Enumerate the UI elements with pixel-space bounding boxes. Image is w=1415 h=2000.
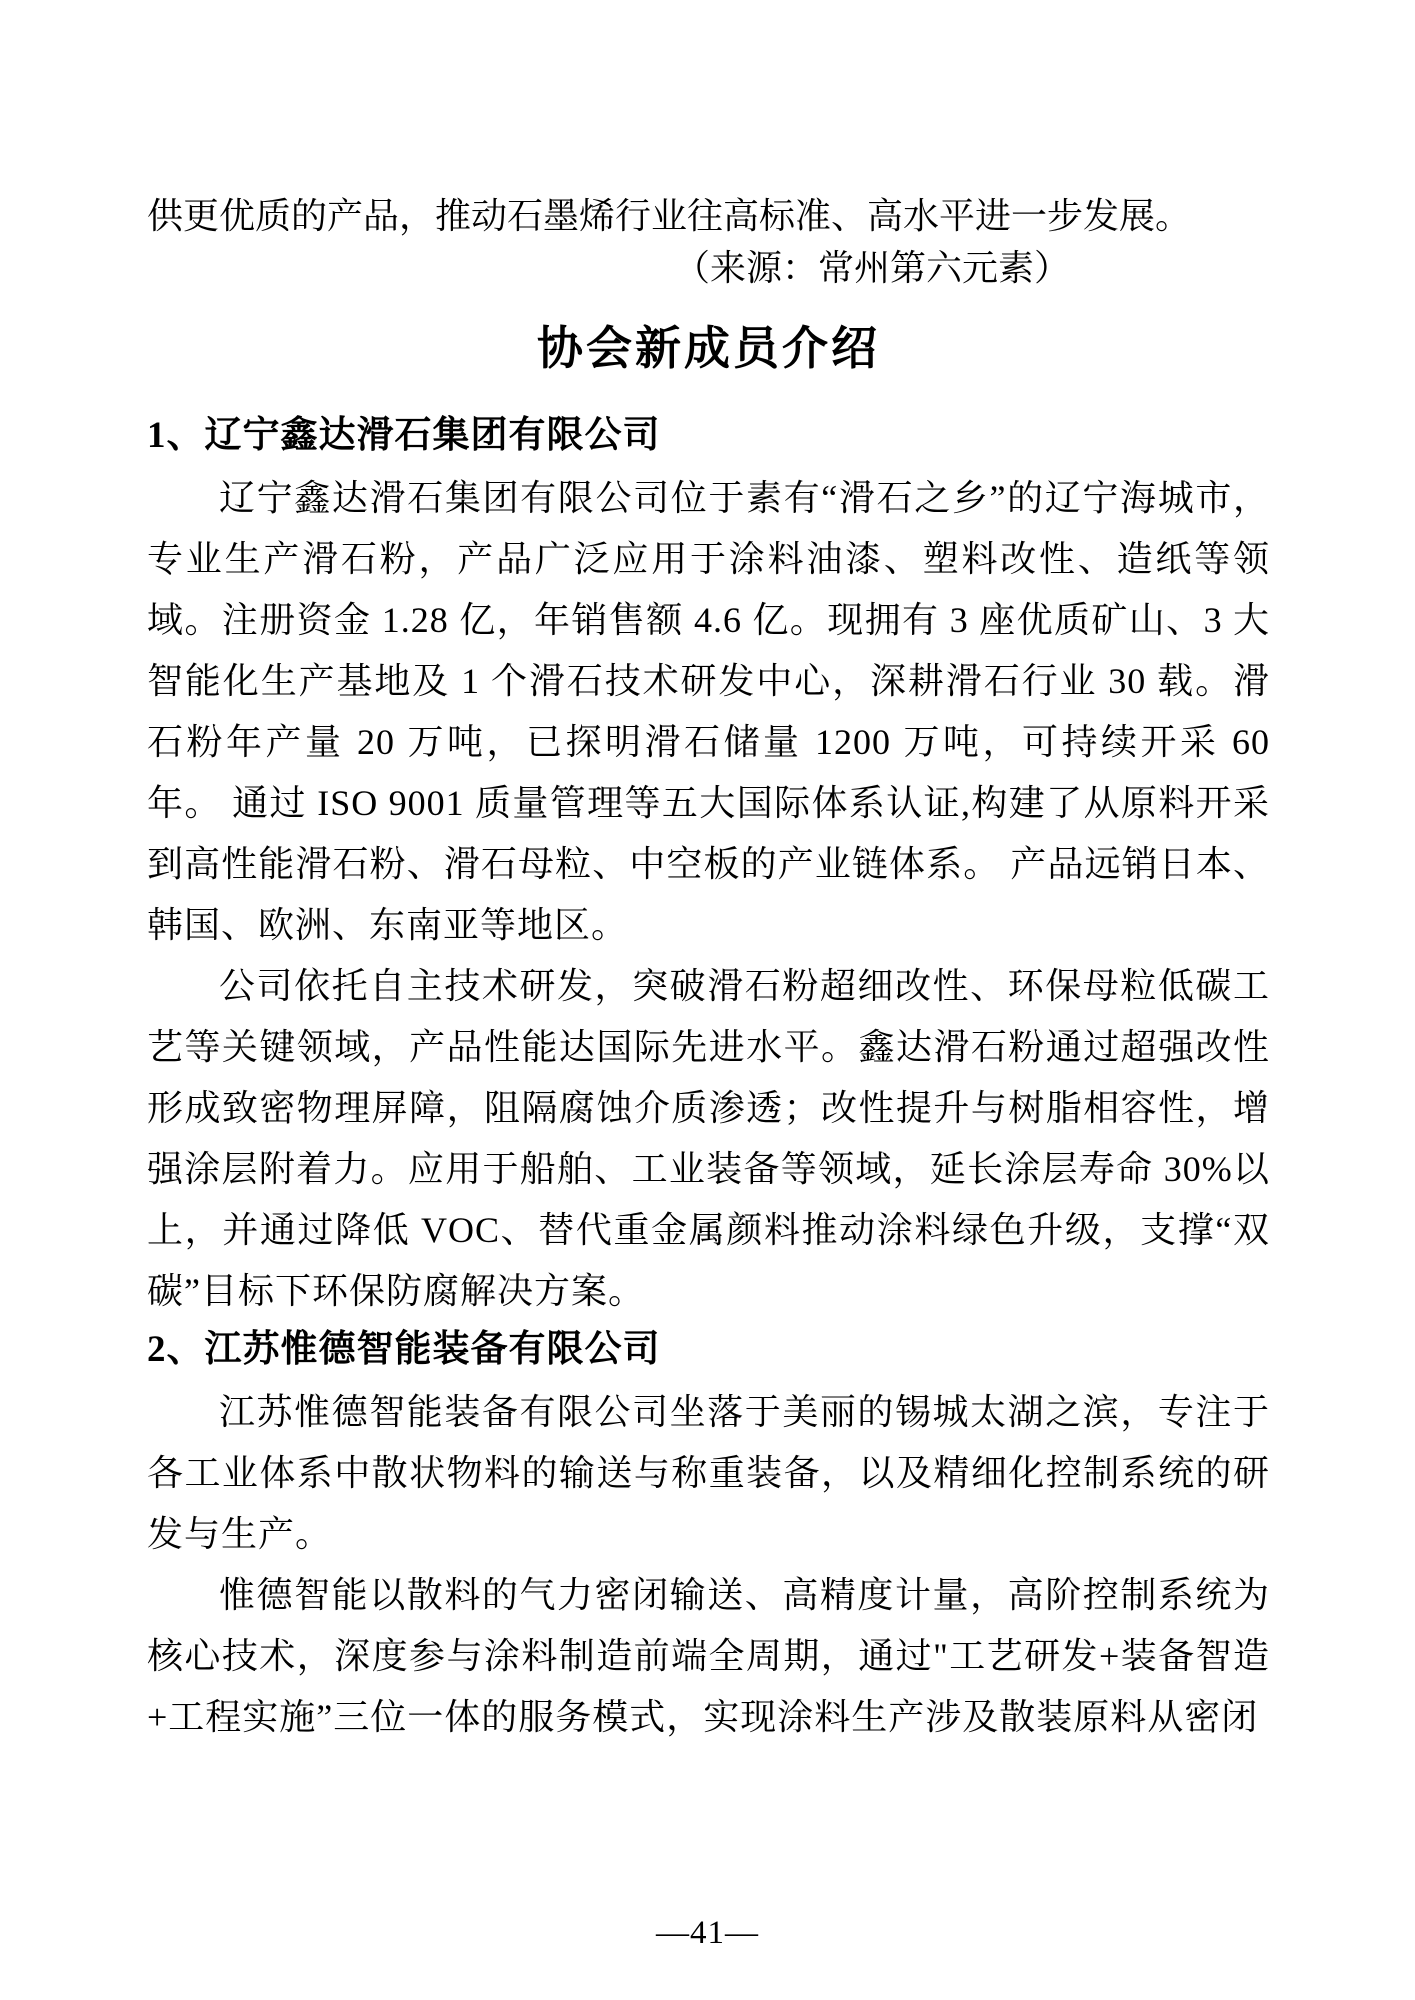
- page-number: —41—: [656, 1915, 759, 1951]
- company-2-paragraph-1: 江苏惟德智能装备有限公司坐落于美丽的锡城太湖之滨，专注于各工业体系中散状物料的输送与称重装备，以及精细化控制系统的研发与生产。: [147, 1392, 1270, 1554]
- page-title: 协会新成员介绍: [537, 323, 880, 374]
- company-1-paragraph-2: 公司依托自主技术研发，突破滑石粉超细改性、环保母粒低碳工艺等关键领域，产品性能达国际先进水平。鑫达滑石粉通过超强改性形成致密物理屏障，阻隔腐蚀介质渗透；改性提升与树脂相容性，增强涂层附着力。应用于船舶、工业装备等领域，延长涂层寿命 30%以上，并通过降低 VOC、替代重金属颜料推动涂料绿色升级，支撑“双碳”目标下环保防腐解决方案。: [147, 966, 1270, 1311]
- company-2-heading: 2、江苏惟德智能装备有限公司: [147, 1329, 661, 1370]
- company-2-paragraph-2: 惟德智能以散料的气力密闭输送、高精度计量，高阶控制系统为核心技术，深度参与涂料制造前端全周期，通过"工艺研发+装备智造+工程实施”三位一体的服务模式，实现涂料生产涉及散装原料从密闭: [147, 1575, 1270, 1737]
- intro-continuation-text: 供更优质的产品，推动石墨烯行业往高标准、高水平进一步发展。: [147, 196, 1192, 236]
- source-attribution: （来源：常州第六元素）: [673, 248, 1070, 288]
- company-1-paragraph-1: 辽宁鑫达滑石集团有限公司位于素有“滑石之乡”的辽宁海城市，专业生产滑石粉，产品广泛应用于涂料油漆、塑料改性、造纸等领域。注册资金 1.28 亿，年销售额 4.6 亿。现拥有 3 座优质矿山、3 大智能化生产基地及 1 个滑石技术研发中心，深耕滑石行业 30 载。滑石粉年产量 20 万吨，已探明滑石储量 1200 万吨，可持续开采 60 年。 通过 ISO 9001 质量管理等五大国际体系认证,构建了从原料开采到高性能滑石粉、滑石母粒、中空板的产业链体系。 产品远销日本、韩国、欧洲、东南亚等地区。: [147, 478, 1270, 945]
- company-1-heading: 1、辽宁鑫达滑石集团有限公司: [147, 415, 661, 456]
- page-content: [147, 190, 1270, 1748]
